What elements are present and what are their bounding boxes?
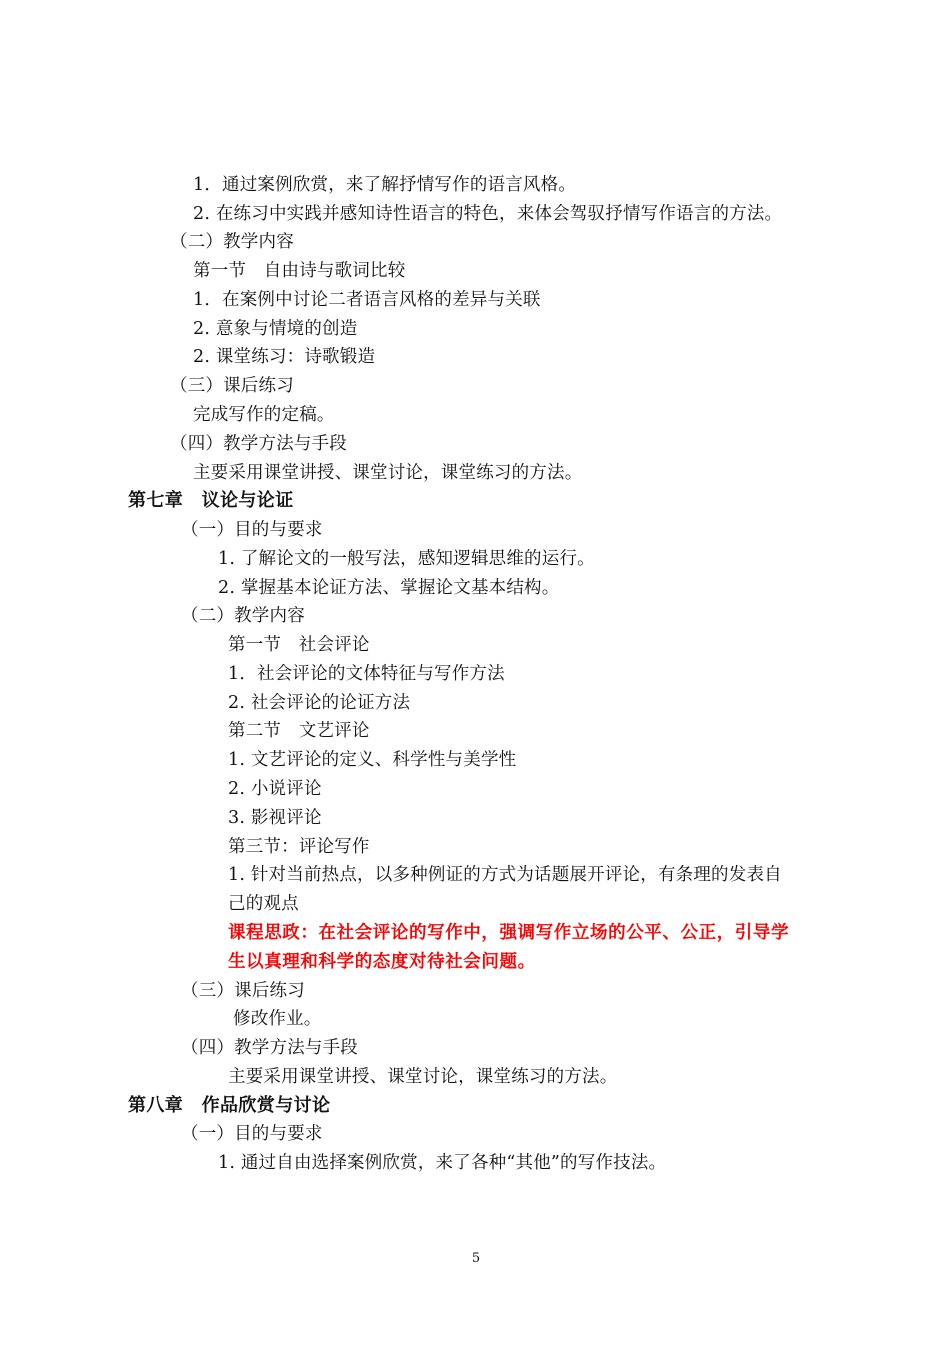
- ideology-note-continued: 生以真理和科学的态度对待社会问题。: [228, 952, 536, 972]
- page-number: 5: [471, 1251, 481, 1266]
- lesson-title-1: 第一节 社会评论: [228, 635, 370, 655]
- content-item-2: 2. 社会评论的论证方法: [228, 693, 411, 713]
- content-item-1: 1. 文艺评论的定义、科学性与美学性: [228, 750, 517, 770]
- section-methods: （四）教学方法与手段: [170, 434, 347, 454]
- objective-item-2: 2. 在练习中实践并感知诗性语言的特色，来体会驾驭抒情写作语言的方法。: [193, 204, 783, 224]
- methods-text: 主要采用课堂讲授、课堂讨论，课堂练习的方法。: [228, 1067, 618, 1087]
- lesson-title-1: 第一节 自由诗与歌词比较: [193, 261, 406, 281]
- content-item-1: 1. 针对当前热点，以多种例证的方式为话题展开评论，有条理的发表自: [228, 865, 782, 885]
- content-item-3: 3. 影视评论: [228, 808, 322, 828]
- content-item-3: 2. 课堂练习：诗歌锻造: [193, 347, 376, 367]
- section-methods: （四）教学方法与手段: [181, 1038, 358, 1058]
- methods-text: 主要采用课堂讲授、课堂讨论，课堂练习的方法。: [193, 463, 583, 483]
- ideology-note: 课程思政：在社会评论的写作中，强调写作立场的公平、公正，引导学: [228, 923, 790, 943]
- chapter-8-heading: 第八章 作品欣赏与讨论: [128, 1095, 331, 1116]
- homework-text: 修改作业。: [233, 1009, 322, 1029]
- section-objectives: （一）目的与要求: [181, 520, 323, 540]
- content-item-2: 2. 小说评论: [228, 779, 322, 799]
- section-homework: （三）课后练习: [181, 981, 305, 1001]
- lesson-title-2: 第二节 文艺评论: [228, 721, 370, 741]
- content-item-1: 1．在案例中讨论二者语言风格的差异与关联: [193, 290, 541, 310]
- objective-item-1: 1. 通过自由选择案例欣赏，来了各种“其他”的写作技法。: [218, 1153, 667, 1173]
- objective-item-1: 1. 了解论文的一般写法，感知逻辑思维的运行。: [218, 549, 595, 569]
- content-item-1-continued: 己的观点: [228, 894, 299, 914]
- lesson-title-3: 第三节：评论写作: [228, 837, 370, 857]
- section-homework: （三）课后练习: [170, 376, 294, 396]
- chapter-7-heading: 第七章 议论与论证: [128, 490, 294, 511]
- section-teaching-content: （二）教学内容: [181, 606, 305, 626]
- section-teaching-content: （二）教学内容: [170, 232, 294, 252]
- objective-item-2: 2. 掌握基本论证方法、掌握论文基本结构。: [218, 578, 560, 598]
- homework-text: 完成写作的定稿。: [193, 405, 335, 425]
- objective-item-1: 1．通过案例欣赏，来了解抒情写作的语言风格。: [193, 175, 577, 195]
- content-item-1: 1．社会评论的文体特征与写作方法: [228, 664, 505, 684]
- content-item-2: 2. 意象与情境的创造: [193, 319, 358, 339]
- section-objectives: （一）目的与要求: [181, 1124, 323, 1144]
